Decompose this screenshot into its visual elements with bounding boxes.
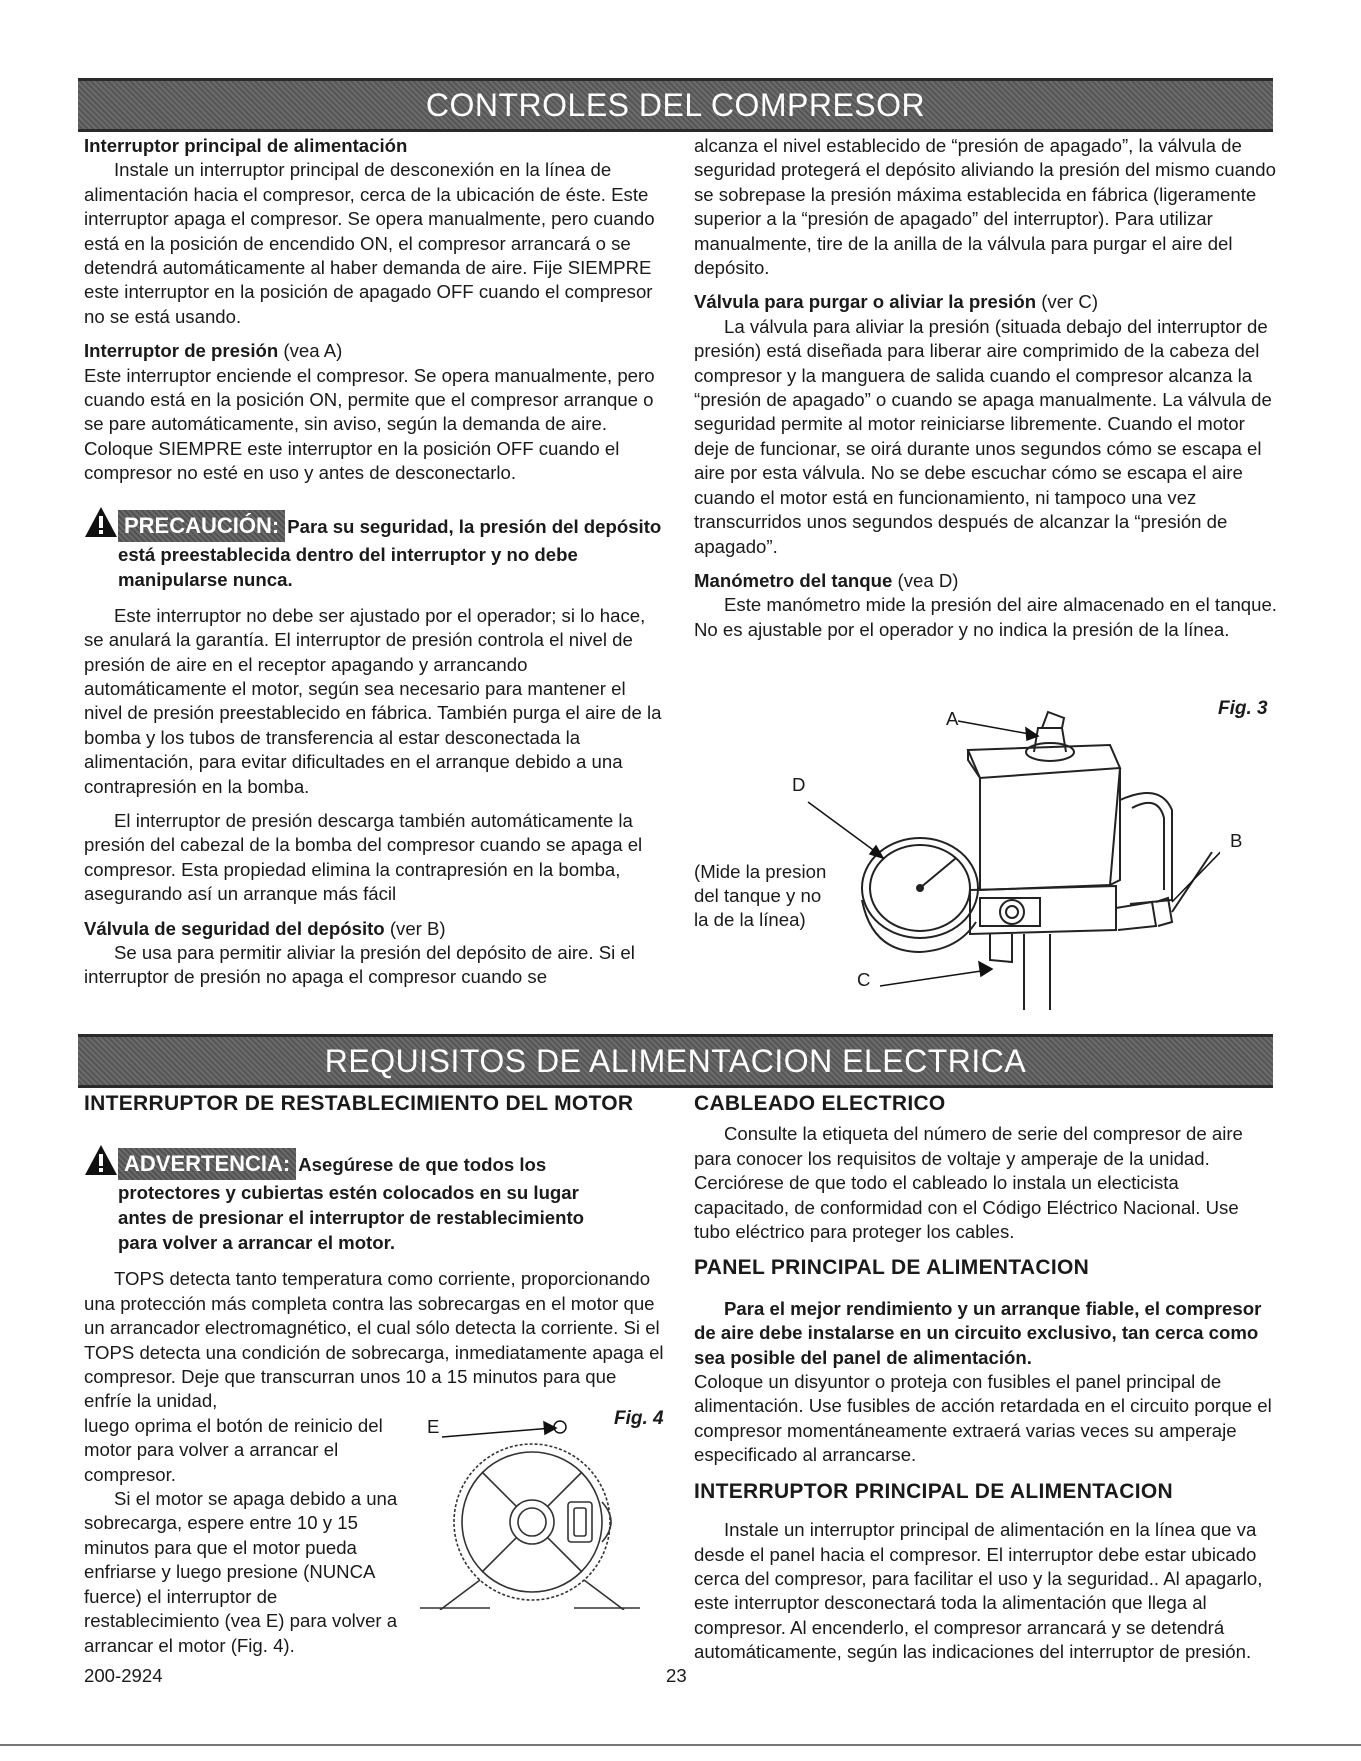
warning-text-wrap xyxy=(118,1138,664,1255)
safety-valve-continued: alcanza el nivel establecido de “presión de apagado”, la válvula de seguridad protegerá el depósito aliviando la presión del mismo cuando se sobrepase la presión máxima establecida en fábrica (ligeramente superior a la “presión de apagado” del interruptor). Para utilizar manualmente, tire de la anilla de la válvula para purgar el aire del depósito. xyxy=(694,135,1276,279)
fig3-label-d: D xyxy=(792,774,806,795)
safety-valve-body: Se usa para permitir aliviar la presión del depósito de aire. Si el interruptor de presión no apaga el compresor cuando se xyxy=(84,941,635,988)
fig3-label-b: B xyxy=(1230,830,1243,851)
tops-para1b: luego oprima el botón de reinicio del motor para volver a arrancar el compresor. xyxy=(84,1414,383,1485)
main-switch-power-heading: INTERRUPTOR PRINCIPAL DE ALIMENTACION xyxy=(694,1479,1173,1503)
section-title: CONTROLES DEL COMPRESOR xyxy=(425,87,926,123)
right-column-power xyxy=(694,1092,1279,1675)
gauge-ref: (vea D) xyxy=(892,569,959,591)
section-title: REQUISITOS DE ALIMENTACION ELECTRICA xyxy=(324,1043,1027,1079)
panel-heading: PANEL PRINCIPAL DE ALIMENTACION xyxy=(694,1256,1090,1280)
fig3-note: (Mide la presion del tanque y no la de la línea) xyxy=(694,861,827,930)
warning-box xyxy=(84,1138,664,1255)
safety-valve-heading xyxy=(84,917,664,941)
caution-tag: PRECAUCIÓN: xyxy=(118,510,285,542)
warning-triangle-icon xyxy=(84,506,118,538)
warning-tag: ADVERTENCIA: xyxy=(118,1148,296,1180)
caution-text: Para su seguridad, la presión del depósito está preestablecida dentro del interruptor y no debe manipularse nunca. xyxy=(118,515,662,590)
main-switch-power-body: Instale un interruptor principal de alimentación en la línea que va desde el panel hacia el compresor. El interruptor debe estar ubicado cerca del compresor, para facilitar el uso y la seguridad.. Al apagarlo, este interruptor desconectará toda la alimentación que llega al compresor. Al encenderlo, el compresor arrancará y se detendrá automáticamente, según las indicaciones del interruptor de presión. xyxy=(694,1519,1263,1663)
caution-box xyxy=(84,500,664,592)
wiring-body: Consulte la etiqueta del número de serie del compresor de aire para conocer los requisitos de voltaje y amperaje de la unidad. Cerciórese de que todo el cableado lo instala un electicista capacitado, de conformidad con el Código Eléctrico Nacional. Use tubo eléctrico para proteger los cables. xyxy=(694,1123,1243,1243)
caution-text-wrap xyxy=(118,500,664,592)
pressure-switch-illustration xyxy=(780,690,1220,1010)
fig4-title: Fig. 4 xyxy=(614,1408,664,1429)
section-banner-power xyxy=(78,1034,1273,1088)
pressure-switch-head-text: Interruptor de presión xyxy=(84,340,279,362)
main-switch-heading: Interruptor principal de alimentación xyxy=(84,135,408,156)
wiring-heading: CABLEADO ELECTRICO xyxy=(694,1092,946,1115)
section-banner-controls xyxy=(78,78,1273,132)
gauge-head-text: Manómetro del tanque xyxy=(694,569,893,591)
fig3-label-a: A xyxy=(946,708,959,729)
doc-number: 200-2924 xyxy=(84,1665,163,1686)
bottom-rule xyxy=(0,1744,1361,1746)
tops-para1: TOPS detecta tanto temperatura como corriente, proporcionando una protección más completa contra las sobrecargas en el motor que un arrancador electromagnético, el cual sólo detecta la corriente. Si el TOPS detecta una condición de sobrecarga, inmediatamente apaga el compresor. Deje que transcurran unos 10 a 15 minutos para que enfríe la unidad, xyxy=(84,1268,664,1412)
fig4-label-e: E xyxy=(427,1416,440,1437)
safety-valve-head-text: Válvula de seguridad del depósito xyxy=(84,917,385,939)
panel-bold-text: Para el mejor rendimiento y un arranque fiable, el compresor de aire debe instalarse en un circuito exclusivo, tan cerca como sea posible del panel de alimentación. xyxy=(694,1297,1262,1368)
warning-text: Asegúrese de que todos los protectores y cubiertas estén colocados en su lugar antes de presionar el interruptor de restablecimiento para volver a arrancar el motor. xyxy=(118,1154,585,1254)
pressure-switch-ref: (vea A) xyxy=(278,340,343,362)
panel-body: Coloque un disyuntor o proteja con fusibles el panel principal de alimentación. Use fusibles de acción retardada en el circuito porque el compresor momentáneamente extraerá varias veces su amperaje especificado al arrancarse. xyxy=(694,1371,1272,1466)
pressure-switch-para2: El interruptor de presión descarga también automáticamente la presión del cabezal de la bomba del compresor cuando se apaga el compresor. Esta propiedad elimina la contrapresión en la bomba, asegurando así un arranque más fácil xyxy=(84,809,643,905)
tops-para2: Si el motor se apaga debido a una sobrecarga, espere entre 10 y 15 minutos para que el motor pueda enfriarse y luego presione (NUNCA fuerce) el interruptor de restablecimiento (vea E) para volver a arrancar el motor (Fig. 4). xyxy=(84,1488,398,1656)
left-column-controls xyxy=(84,134,664,1000)
right-column-controls xyxy=(694,134,1279,652)
gauge-heading xyxy=(694,569,1279,593)
pressure-switch-body: Este interruptor enciende el compresor. Se opera manualmente, pero cuando está en la posición ON, permite que el compresor arranque o se pare automáticamente, sin aviso, según la demanda de aire. Coloque SIEMPRE este interruptor en la posición OFF cuando el compresor no esté en uso y antes de desconectarlo. xyxy=(84,364,655,484)
motor-illustration xyxy=(420,1410,640,1610)
gauge-body: Este manómetro mide la presión del aire almacenado en el tanque. No es ajustable por el operador y no indica la presión de la línea. xyxy=(694,594,1277,640)
relief-valve-ref: (ver C) xyxy=(1036,291,1099,313)
pressure-switch-para1: Este interruptor no debe ser ajustado por el operador; si lo hace, se anulará la garantía. El interruptor de presión controla el nivel de presión de aire en el receptor apagando y arrancando automáticamente el motor, según sea necesario para mantener el nivel de presión preestablecido en fábrica. También purga el aire de la bomba y los tubos de transferencia al estar desconectada la alimentación, para evitar dificultades en el arranque debido a una contrapresión en la bomba. xyxy=(84,604,662,797)
relief-valve-head-text: Válvula para purgar o aliviar la presión xyxy=(694,291,1037,313)
page-number: 23 xyxy=(666,1665,687,1686)
warning-triangle-icon xyxy=(84,1144,118,1176)
fig3-title: Fig. 3 xyxy=(1218,698,1268,719)
motor-reset-heading: INTERRUPTOR DE RESTABLECIMIENTO DEL MOTOR xyxy=(84,1092,634,1115)
pressure-switch-heading xyxy=(84,339,664,363)
safety-valve-ref: (ver B) xyxy=(384,917,446,939)
fig3-label-c: C xyxy=(857,969,871,990)
main-switch-body: Instale un interruptor principal de desconexión en la línea de alimentación hacia el compresor, cerca de la ubicación de éste. Este interruptor apaga el compresor. Se opera manualmente, pero cuando está en la posición de encendido ON, el compresor arrancará o se detendrá automáticamente al haber demanda de aire. Fije SIEMPRE este interruptor en la posición de apagado OFF cuando el compresor no se está usando. xyxy=(84,159,655,327)
relief-valve-heading xyxy=(694,290,1279,314)
relief-valve-body: La válvula para aliviar la presión (situada debajo del interruptor de presión) está diseñada para liberar aire comprimido de la cabeza del compresor y la manguera de salida cuando el compresor alcanza la “presión de apagado” o cuando se apaga manualmente. La válvula de seguridad permite al motor reiniciarse libremente. Cuando el motor deje de funcionar, se oirá durante unos segundos cómo se escapa el aire por esta válvula. No se debe escuchar cómo se escapa el aire cuando el motor está en funcionamiento, ni tampoco una vez transcurridos unos segundos después de alcanzar la “presión de apagado”. xyxy=(694,315,1272,557)
